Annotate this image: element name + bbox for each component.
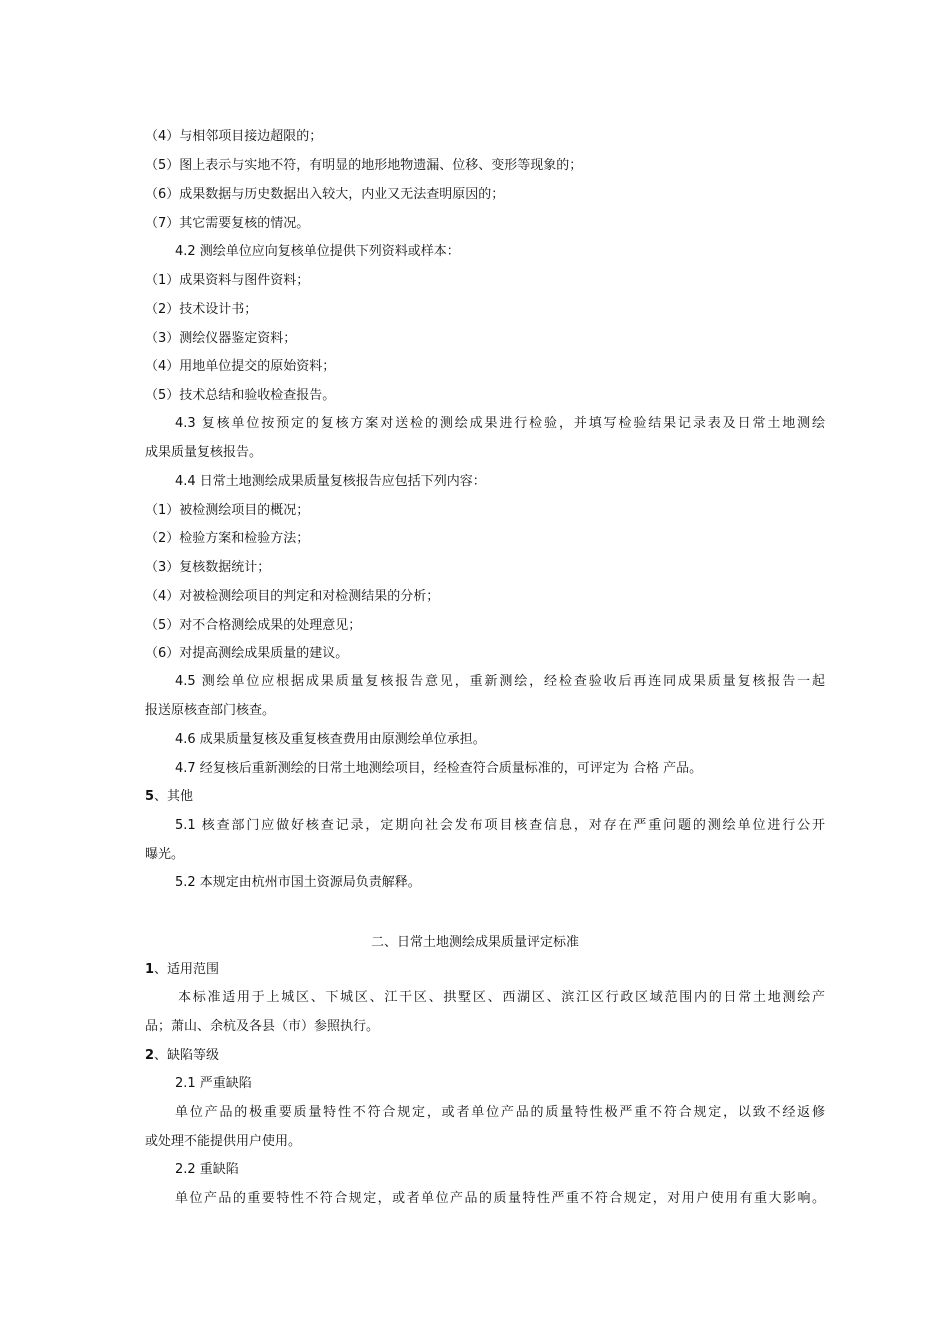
paragraph-5-2: 5.2 本规定由杭州市国土资源局负责解释。	[175, 875, 421, 890]
list-item: （6）成果数据与历史数据出入较大，内业又无法查明原因的；	[145, 187, 505, 202]
paragraph-4-3-line1: 4.3 复核单位按预定的复核方案对送检的测绘成果进行检验，并填写检验结果记录表及日常土地测绘	[175, 416, 825, 431]
list-item: （2）检验方案和检验方法；	[145, 531, 310, 546]
paragraph-4-5-line2: 报送原核查部门核查。	[145, 703, 276, 718]
paragraph-4-7: 4.7 经复核后重新测绘的日常土地测绘项目，经检查符合质量标准的，可评定为 合格 产品。	[175, 761, 703, 776]
section-title: 二、日常土地测绘成果质量评定标准	[370, 935, 579, 950]
list-item: （5）技术总结和验收检查报告。	[145, 388, 336, 403]
list-item: （5）对不合格测绘成果的处理意见；	[145, 618, 362, 633]
list-item: （5）图上表示与实地不符，有明显的地形地物遗漏、位移、变形等现象的；	[145, 158, 583, 173]
heading-text: 、缺陷等级	[154, 1048, 220, 1063]
heading-number: 1	[145, 962, 155, 977]
paragraph-4-2: 4.2 测绘单位应向复核单位提供下列资料或样本：	[175, 244, 460, 259]
paragraph-2-1-desc-line2: 或处理不能提供用户使用。	[145, 1134, 302, 1149]
heading-2	[145, 1047, 825, 1065]
paragraph-5-1-line1: 5.1 核查部门应做好核查记录，定期向社会发布项目核查信息，对存在严重问题的测绘单位进行公开	[175, 818, 825, 833]
paragraph-4-4: 4.4 日常土地测绘成果质量复核报告应包括下列内容：	[175, 474, 486, 489]
list-item: （1）成果资料与图件资料；	[145, 273, 310, 288]
list-item: （3）测绘仪器鉴定资料；	[145, 331, 297, 346]
paragraph-2-2: 2.2 重缺陷	[175, 1162, 239, 1177]
paragraph-4-6: 4.6 成果质量复核及重复核查费用由原测绘单位承担。	[175, 732, 486, 747]
heading-text: 、其他	[154, 789, 194, 804]
paragraph-2-1-desc-line1: 单位产品的极重要质量特性不符合规定，或者单位产品的质量特性极严重不符合规定，以致不经返修	[175, 1105, 825, 1120]
list-item: （7）其它需要复核的情况。	[145, 216, 310, 231]
list-item: （3）复核数据统计；	[145, 560, 271, 575]
list-item: （4）对被检测绘项目的判定和对检测结果的分析；	[145, 589, 440, 604]
list-item: （4）用地单位提交的原始资料；	[145, 359, 336, 374]
heading-5	[145, 788, 825, 806]
heading-1	[145, 961, 825, 979]
paragraph-2-2-desc: 单位产品的重要特性不符合规定，或者单位产品的质量特性严重不符合规定，对用户使用有重大影响。	[175, 1191, 825, 1206]
heading-number: 5	[145, 789, 155, 804]
scope-line1: 本标准适用于上城区、下城区、江干区、拱墅区、西湖区、滨江区行政区域范围内的日常土地测绘产	[178, 990, 825, 1005]
list-item: （4）与相邻项目接边超限的；	[145, 129, 323, 144]
list-item: （2）技术设计书；	[145, 302, 258, 317]
list-item: （6）对提高测绘成果质量的建议。	[145, 646, 349, 661]
list-item: （1）被检测绘项目的概况；	[145, 503, 310, 518]
paragraph-4-5-line1: 4.5 测绘单位应根据成果质量复核报告意见，重新测绘，经检查验收后再连同成果质量复核报告一起	[175, 674, 825, 689]
heading-number: 2	[145, 1048, 155, 1063]
paragraph-2-1: 2.1 严重缺陷	[175, 1076, 252, 1091]
paragraph-5-1-line2: 曝光。	[145, 847, 185, 862]
heading-text: 、适用范围	[154, 962, 220, 977]
paragraph-4-3-line2: 成果质量复核报告。	[145, 445, 263, 460]
scope-line2: 品；萧山、余杭及各县（市）参照执行。	[145, 1019, 380, 1034]
